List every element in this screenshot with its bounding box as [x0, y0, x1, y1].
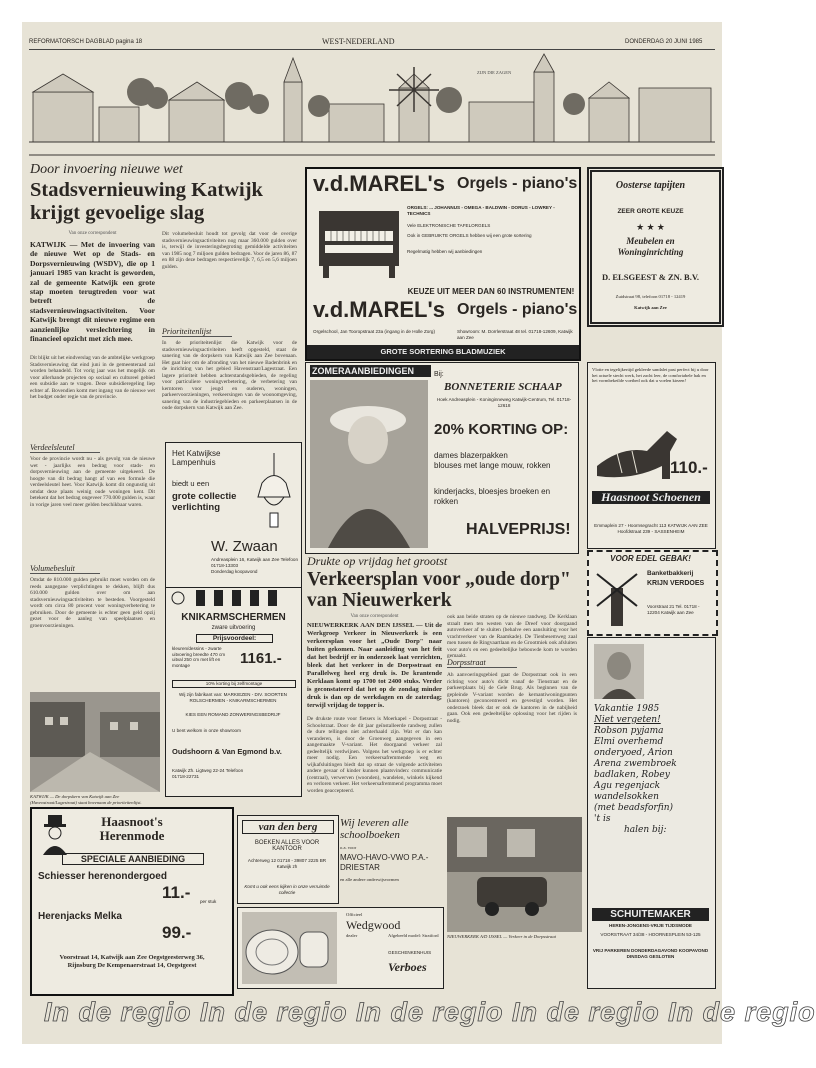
ad-knikarmschermen — [165, 587, 302, 797]
article1-paragraph: Omdat de 810.000 gulden gebruikt moet worden om de reeds aangegane verplichtingen te dekken, blijft dus 610.000 gulden over om aan stadsvernieuwingsactiviteiten te besteden. Voorgesteld wordt om circa 80 procent voor woningverbetering te gebruiken. Door de gemeente is echter geen geld opzij gezet voor de aanleg van speelplaatsen en groenvoorzieningen. — [30, 577, 155, 629]
zomer-address: Hoek Andreasplein - Koninginneweg Katwijk-Centrum, Tel. 01718-12618 — [436, 397, 572, 408]
herenmode-item2: Herenjacks Melka — [38, 911, 122, 922]
herenmode-item1: Schiesser herenondergoed — [38, 871, 167, 882]
zomer-banner: ZOMERAANBIEDINGEN — [310, 365, 431, 377]
ad-schoolboeken — [340, 817, 440, 902]
knikarm-price: 1161.- — [240, 650, 282, 667]
article1-paragraph: In de prioriteitenlijst die Katwijk voor de stadsvernieuwingsactiviteiten heeft opgesteld, staat de sanering van de dorpskern van Katwijk aan Zee bovenaan. Het gaat hier om de afronding van het nieuwe Badenbrink en de inrichting van het gebied Havenstraat/Lagestraat. Een lagere prioriteit hebben achterstandsgebieden, de regeling voor particuliere woningverbetering, de verbetering van kerntoren voor jeugd en ouderen, woningen, parkeervoorzieningen, verkeersingen van de woonomgeving, sanering van de industriegebieden en parkeerplaatsen in de oude dorpskern van Katwijk aan Zee. — [162, 340, 297, 411]
lamp-icon — [254, 453, 294, 533]
lampenhuis-name: W. Zwaan — [211, 538, 278, 555]
in-de-regio-footer: In de regio In de regio In de regio In de regio In de regio — [44, 997, 816, 1027]
nieuwerkerk-street-photo — [447, 817, 582, 932]
article2-headline: Verkeersplan voor „oude dorp" van Nieuwerkerk — [307, 569, 571, 611]
gebak-l2: KRIJN VERDOES — [647, 580, 705, 587]
knikarm-korting: 10% korting bij zelfmontage — [172, 680, 296, 688]
herenmode-price1: 11.- — [162, 883, 191, 902]
skyline-label: ZIJN DIE ZAGEN — [477, 70, 512, 75]
article1-headline: Stadsvernieuwing Katwijk krijgt gevoelige slag — [30, 179, 263, 224]
zomer-items: dames blazerpakken blouses met lange mouw, rokken — [434, 451, 551, 470]
vandenberg-l1: BOEKEN ALLES VOOR KANTOOR — [254, 840, 320, 852]
hand-line: Vakantie 1985 — [594, 704, 660, 714]
header-rule — [29, 49, 715, 50]
gentleman-icon — [40, 815, 70, 855]
article1-paragraph: Dit volumebesluit houdt tot gevolg dat voor de overige stadsvernieuwingsactiviteiten nog maar 360.000 gulden over is, terwijl de investeringsbegroting gemiddelde activiteiten van 1985 nog 7 miljoen gulden bedragen. Voor de jaren 86, 87 en 88 zijn deze bedragen respectievelijk 7, 6,5 en 5,6 miljoen gulden. — [162, 231, 297, 270]
article2-subhead-dorpsstraat: Dorpsstraat — [447, 658, 517, 668]
gebak-l1: Banketbakkerij — [647, 570, 694, 577]
marels-name: v.d.MAREL's — [313, 171, 445, 196]
schuitemaker-footer: VRIJ PARKEREN DONDERDAGAVOND KOOPAVOND DINSDAG GESLOTEN — [592, 948, 709, 959]
marels-line4: Regelmatig hebben wij aanbiedingen — [407, 249, 483, 254]
header-right: DONDERDAG 20 JUNI 1985 — [625, 39, 703, 45]
handwritten-list — [594, 704, 712, 836]
hand-line: Elmi overhemd — [594, 737, 664, 747]
tapijten-title: Oosterse tapijten — [615, 180, 686, 191]
hand-line: Agu regenjack — [594, 781, 661, 791]
vandenberg-tag: Komt u ook eens kijken in onze verruimde collectie — [244, 884, 330, 895]
china-photo — [242, 912, 337, 984]
lampenhuis-collection: grote collectie verlichting — [172, 491, 237, 513]
gebak-title: VOOR EDEL GEBAK! — [610, 554, 691, 563]
shoes-price: 110.- — [670, 458, 708, 477]
knikarm-spec: kleuren/dessins - zwarte uitvoering breedte 470 cm uitval 250 cm met lift en montage — [172, 646, 226, 668]
lampenhuis-note: Donderdag koopavond — [211, 569, 258, 574]
sandal-image — [592, 411, 682, 486]
hand-line: onderyoed, Arion — [594, 748, 673, 758]
header-left: REFORMATORSCH DAGBLAD pagina 18 — [29, 39, 143, 45]
herenmode-banner: SPECIALE AANBIEDING — [62, 853, 204, 865]
ad-van-den-berg — [237, 815, 339, 904]
wedgwood-l1: Officieel — [346, 912, 363, 917]
knikarm-title: KNIKARMSCHERMEN — [181, 612, 286, 623]
windmill-icon — [593, 568, 641, 628]
shoes-text: Vlotte en tegelijkertijd gekleede sandalet past perfect bij u door het actuele stecht werk, het zacht leer, de comfortabele hak en het vormbekeilde voetbed ook dat u voelen kiezen! — [592, 367, 709, 384]
school-l1: Wij leveren alle schoolboeken — [340, 817, 409, 841]
herenmode-price2: 99.- — [162, 923, 192, 942]
ad-haasnoot-herenmode — [30, 807, 234, 996]
header-center: WEST-NEDERLAND — [322, 37, 395, 46]
ad-schuitemaker — [587, 637, 716, 989]
hand-line: Niet vergeten! — [594, 715, 661, 725]
herenmode-address: Voorstraat 14, Katwijk aan Zee Oegstgeesterweg 36, Rijnsburg De Kempenaerstraat 14, Oegstgeest — [59, 954, 205, 969]
zomer-bij: Bij: — [434, 371, 444, 378]
marels-address-right: Showroom: M. Dorrlerstraat 48 tel. 01718-12609, Katwijk aan Zee — [457, 329, 573, 340]
ad-edel-gebak — [587, 550, 718, 636]
marels-address-left: Orgelschool, Jan Tooropstraat 23a (ingang in de Holle Zorg) — [313, 329, 435, 334]
article1-byline: Van onze correspondent — [68, 231, 117, 236]
wedgwood-l2: dealer — [346, 933, 358, 938]
zomer-price: HALVEPRIJS! — [466, 521, 571, 538]
organ-image — [317, 203, 402, 278]
marels-line3: Ook in GEBRUIKTE ORGELS hebben wij een grote sortering — [407, 233, 532, 238]
herenmode-unit1: per stuk — [200, 899, 217, 904]
school-l3: MAVO-HAVO-VWO P.A.-DRIESTAR — [340, 853, 429, 872]
school-l4: en alle andere onderwijsvormen — [340, 877, 399, 882]
wedgwood-sub: GESCHENKENHUIS — [388, 950, 432, 955]
knikarm-price-label: Prijsvoordeel: — [196, 634, 273, 643]
article1-lede: KATWIJK — Met de invoering van de nieuwe Wet op de Stads- en Dorpsvernieuwing (WSDV), die op 1 januari 1985 van kracht is geworden, zal de gemeente Katwijk een grote stap moeten terugtreden voor wat betreft de stadsvernieuwingsactiviteiten. Voor Katwijk brengt dit nieuwe regime een aanzienlijke verslechtering in financieel opzicht met zich mee. — [30, 240, 155, 344]
tapijten-keuze: ZEER GROTE KEUZE — [617, 208, 684, 215]
shoes-address: Emmaplein 27 - Hoornsegracht 113 KATWIJK AAN ZEE Hoofdstraat 239 - SASSENHEIM — [594, 523, 708, 534]
gebak-address: Voorstraat 21 Tel. 01718 - 12204 Katwijk aan Zee — [647, 604, 700, 615]
model-photo — [310, 380, 428, 548]
nieuwerkerk-photo-caption: NIEUWERKERK A/D IJSSEL — Verkeer in de Dorpsstraat — [447, 934, 556, 939]
school-l2: o.a. voor — [340, 845, 357, 850]
article1-subhead-volumebesluit: Volumebesluit — [30, 564, 100, 574]
shoes-brand: Haasnoot Schoenen — [592, 491, 710, 504]
zomer-offer: 20% KORTING OP: — [434, 421, 569, 438]
hand-line: Arena zwembroek — [594, 759, 677, 769]
knikarm-fabric: Wij zijn fabrikant van: MARKIEZEN - DIV. SOORTEN ROLSCHERMEN - KNIKARMSCHERMEN — [179, 692, 287, 703]
hand-line: Robson pyjama — [594, 726, 664, 736]
hand-line: 't is — [594, 814, 611, 824]
ad-haasnoot-schoenen — [587, 362, 716, 549]
vandenberg-address: Achterweg 12 01718 - 39807 2225 BR Katwijk zh — [247, 858, 327, 869]
article1-kicker: Door invoering nieuwe wet — [30, 162, 183, 177]
article2-paragraph: Ah aanvoeringsgebied gaat de Dorpsstraat ook in een richting voor auto's dicht vanaf de Tienstraat en de parkeerplaats bij de Gele Brug. Als beginnen van de gepleinde V-variant worden de kernantiwoningpunten (kantoren) geconcentreerd en gevestigd worden. Het onderzoek bleek dat er ook de kantoren in de nabijheid gaan. Ook een gedeeltelijke oplossing voor het rijden is nodig. — [447, 672, 577, 724]
article1-paragraph: Dit blijkt uit het eindverslag van de ambtelijke werkgroep Stadsvernieuwing dat eind juni in de gemeenteraad zal worden behandeld. Tot vorig jaar was het mogelijk om voor allerhande projecten op sociaal en cultureel gebied een subsidie aan te vragen. Deze subsidieregeling liep echter af. Bovendien komt met ingang van de nieuwe wet het budget onder regie van de provincie. — [30, 355, 155, 400]
herenmode-name: Haasnoot's Herenmode — [99, 814, 165, 843]
marels-keuze: KEUZE UIT MEER DAN 60 INSTRUMENTEN! — [407, 287, 575, 296]
article2-lede: NIEUWERKERK AAN DEN IJSSEL — Uit de Werkgroep Verkeer in Nieuwerkerk is een verkeersplan voor het „Oude Dorp" naar buiten gekomen. Naar aanleiding van het feit dat het bedrijf er in onderzoek laat verrichten, bleek dat het verkeer in de Dorpsstraat en Parallelweg heel erg druk is. De krantende Kerklaan komt op 1700 tot 2400 stuks. Verder is geconstateerd dat het op de zondag minder druk is dan op de werkdagen en de zaterdag; terwijl vrijdag de topper is. — [307, 622, 442, 709]
knikarm-extra: KIES EEN ROMAND ZONWERINGSBEDRIJF — [185, 712, 281, 717]
article2-paragraph: De drukste route voor fietsers is Moerkapel - Dorpsstraat - Schoolstraat. Door de dit jaar geïnstalleerde randweg zullen de dure tellingen niet achterhaald zijn. Wat er dan kan veranderen, is door de Groenweg aangegeven in een aangemaakte V-variant. Het doorgaand verkeer zal gedeeltelijk verdwijnen. Volgens het werkgroep is er echter meer nodig. Een verkeersafremmende weg en wijkafsluitingen biedt dat op straat de volgende activiteiten andere gevaar of kinder kunnen plaatsvinden: communicatie (centraal), verwerven (woonden), wandelen, winkels kijkend en verloren verkeer. Het verkeersafremmend programma moet worden geaccepteerd. — [307, 716, 442, 794]
awning-icon — [166, 588, 301, 610]
schuitemaker-sub: HEREN-JONGENS-VRIJE TIJDSMODE — [609, 923, 692, 928]
wedgwood-l3: Afgebeeld model: Stratford — [388, 933, 439, 938]
article1-subhead-prioriteitenlijst: Prioriteitenlijst — [162, 327, 232, 337]
ad-lampenhuis — [165, 442, 302, 589]
vandenberg-name: van den berg — [242, 820, 334, 834]
ad-wedgwood — [237, 907, 444, 989]
ad-tapijten — [587, 167, 724, 327]
ad-zomeraanbiedingen — [305, 362, 579, 554]
zomer-items2: kinderjacks, bloesjes broeken en rokken — [434, 487, 551, 506]
marels-product-bottom: Orgels - piano's — [457, 301, 578, 318]
knikarm-address: Katwijk Zh. Ligtweg 22-24 Telefoon 01718-22731 — [172, 768, 244, 779]
tapijten-meubelen: Meubelen en Woninginrichting — [617, 236, 684, 257]
knikarm-firm: Oudshoorn & Van Egmond b.v. — [172, 747, 282, 756]
marels-product: Orgels - piano's — [457, 175, 578, 192]
hand-line: wandelsokken — [594, 792, 659, 802]
marels-line2: Vele ELEKTRONISCHE TAFELORGELS — [407, 223, 491, 228]
wedgwood-name: Wedgwood — [346, 918, 401, 932]
lampenhuis-title: Het Katwijkse Lampenhuis — [172, 449, 221, 467]
lampenhuis-address: Andreasplein 16, Katwijk aan Zee Telefoon 01718-13303 — [211, 557, 298, 568]
schuitemaker-name: SCHUITEMAKER — [592, 908, 709, 921]
article2-byline: Van onze correspondent — [350, 614, 399, 619]
marels-name-bottom: v.d.MAREL's — [313, 297, 445, 322]
wedgwood-shop: Verboes — [388, 960, 427, 974]
skyline-illustration — [29, 52, 715, 156]
marels-banner: GROTE SORTERING BLADMUZIEK — [307, 345, 579, 359]
article2-kicker: Drukte op vrijdag het grootst — [307, 554, 448, 568]
hand-line: halen bij: — [624, 825, 667, 835]
article2-paragraph: ook aan beide straten op de nieuwe randweg. De Kerklaan straalt men ten westen van de Dreef voor doorgaand autoverkeer af te sluiten (behalve een aansluiting voor het vrachtverkeer van de Raamkade). De Tienbesemweg zaal men tussen de Ringvaartlaan en de Grootmiek ook afsluiten voor auto's en een gedeeltelijke bebouwde kom te worden gemaakt. — [447, 614, 577, 659]
tapijten-stars: ★ ★ ★ — [636, 222, 665, 232]
knikarm-showroom: U bent welkom in onze showroom — [172, 728, 241, 733]
schuitemaker-address: VOORSTRAAT 34/38 - HOORNESPLEIN 53-125 — [600, 932, 701, 937]
tapijten-town: Katwijk aan Zee — [634, 305, 667, 310]
hand-line: (met beadsforfin) — [594, 803, 674, 813]
knikarm-sub: zware uitvoering — [211, 625, 256, 631]
man-photo — [594, 644, 644, 699]
lampenhuis-subtitle: biedt u een — [172, 479, 210, 488]
tapijten-address: Zuidstraat 98, telefoon 01718 - 12419 — [615, 294, 686, 299]
katwijk-street-photo — [30, 692, 160, 792]
katwijk-photo-caption: KATWIJK — De dorpskern van Katwijk aan Zee (Havenstraat/Lagestraat) staat bovenaan de prioriteitenlijst. — [30, 794, 142, 805]
article1-paragraph: Voor de provincie wordt nu - als gevolg van de nieuwe wet - jaarlijks een bedrag voor stads- en dorpsvernieuwing aan de gemeente uitgekeerd. De hoogte van dit bedrag hangt af van een formule die verdeelsleutel heet. Voor Katwijk komt dit ongunstig uit omdat deze plaats weinig oude woningen kent. Dit betekent dat het bedrag ongeveer 770.000 gulden is, waar in vorige jaren veel meer gelden beschikbaar waren. — [30, 456, 155, 508]
article1-subhead-verdeelsleutel: Verdeelsleutel — [30, 443, 100, 453]
marels-brands: ORGELS: ... JOHANNUS - OMEGA - BALDWIN - DORUS - LOWREY - TECHNICS — [407, 205, 555, 216]
newspaper-page — [22, 22, 816, 1044]
hand-line: badlaken, Robey — [594, 770, 670, 780]
ad-marels — [305, 167, 581, 361]
tapijten-firm: D. ELSGEEST & ZN. B.V. — [602, 272, 699, 282]
zomer-shop: BONNETERIE SCHAAP — [444, 381, 562, 393]
